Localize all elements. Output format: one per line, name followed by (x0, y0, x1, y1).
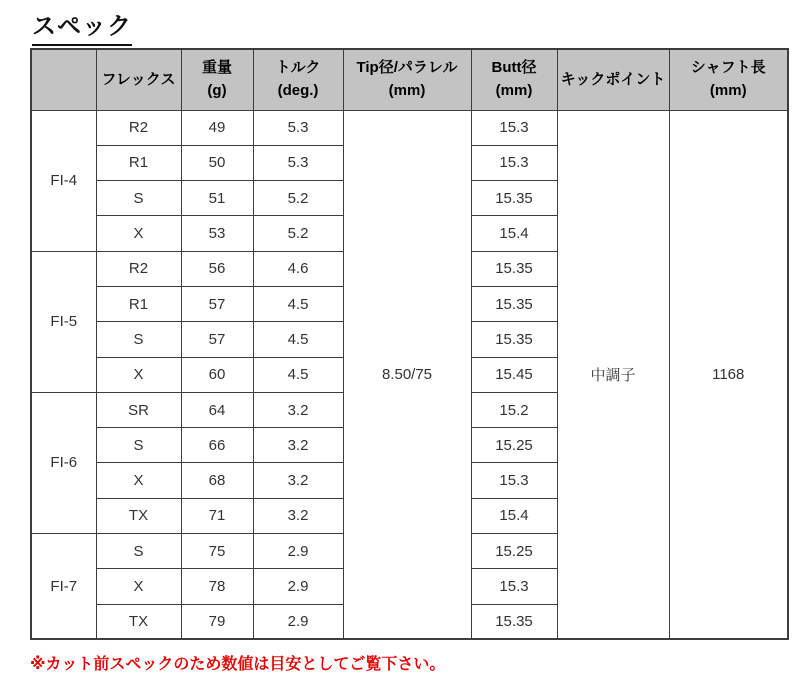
table-row (31, 110, 788, 145)
weight-cell: 60 (181, 357, 253, 392)
torque-cell: 3.2 (253, 463, 343, 498)
header-label: 重量 (201, 59, 232, 77)
torque-cell: 4.5 (253, 357, 343, 392)
torque-cell: 5.2 (253, 216, 343, 251)
butt-diameter-cell: 15.2 (471, 392, 557, 427)
butt-diameter-cell: 15.3 (471, 145, 557, 180)
flex-cell: R1 (96, 286, 181, 321)
header-cell-kick-point (557, 49, 669, 110)
shaft-length-cell: 1168 (669, 110, 788, 639)
torque-cell: 4.5 (253, 322, 343, 357)
torque-cell: 2.9 (253, 534, 343, 569)
weight-cell: 78 (181, 569, 253, 604)
torque-cell: 3.2 (253, 498, 343, 533)
header-cell-weight (181, 49, 253, 110)
weight-cell: 68 (181, 463, 253, 498)
header-cell-flex (96, 49, 181, 110)
torque-cell: 5.3 (253, 110, 343, 145)
header-unit: (g) (207, 81, 227, 99)
weight-cell: 79 (181, 604, 253, 639)
butt-diameter-cell: 15.4 (471, 216, 557, 251)
header-label: シャフト長 (690, 59, 766, 77)
torque-cell: 3.2 (253, 428, 343, 463)
weight-cell: 57 (181, 322, 253, 357)
flex-cell: TX (96, 498, 181, 533)
header-unit: (mm) (495, 81, 533, 99)
header-unit: (mm) (388, 81, 426, 99)
header-label: トルク (275, 59, 321, 77)
model-cell: FI-7 (31, 534, 96, 640)
torque-cell: 4.5 (253, 286, 343, 321)
flex-cell: TX (96, 604, 181, 639)
flex-cell: SR (96, 392, 181, 427)
header-unit: (deg.) (277, 81, 319, 99)
header-cell-butt-diameter (471, 49, 557, 110)
model-cell: FI-5 (31, 251, 96, 392)
butt-diameter-cell: 15.35 (471, 604, 557, 639)
header-label: キックポイント (560, 70, 666, 88)
weight-cell: 64 (181, 392, 253, 427)
butt-diameter-cell: 15.3 (471, 463, 557, 498)
weight-cell: 75 (181, 534, 253, 569)
kick-point-cell: 中調子 (557, 110, 669, 639)
flex-cell: X (96, 216, 181, 251)
flex-cell: S (96, 534, 181, 569)
flex-cell: R2 (96, 251, 181, 286)
header-cell-torque (253, 49, 343, 110)
torque-cell: 4.6 (253, 251, 343, 286)
butt-diameter-cell: 15.35 (471, 286, 557, 321)
torque-cell: 3.2 (253, 392, 343, 427)
flex-cell: X (96, 569, 181, 604)
butt-diameter-cell: 15.4 (471, 498, 557, 533)
flex-cell: S (96, 181, 181, 216)
tip-diameter-cell: 8.50/75 (343, 110, 471, 639)
weight-cell: 56 (181, 251, 253, 286)
header-cell-shaft-length (669, 49, 788, 110)
flex-cell: X (96, 463, 181, 498)
spec-table (30, 48, 789, 640)
model-cell: FI-4 (31, 110, 96, 251)
header-row (31, 49, 788, 110)
flex-cell: S (96, 428, 181, 463)
weight-cell: 51 (181, 181, 253, 216)
weight-cell: 66 (181, 428, 253, 463)
torque-cell: 5.3 (253, 145, 343, 180)
weight-cell: 53 (181, 216, 253, 251)
butt-diameter-cell: 15.25 (471, 534, 557, 569)
torque-cell: 5.2 (253, 181, 343, 216)
butt-diameter-cell: 15.35 (471, 181, 557, 216)
butt-diameter-cell: 15.35 (471, 322, 557, 357)
header-label: フレックス (101, 70, 176, 88)
butt-diameter-cell: 15.3 (471, 569, 557, 604)
page-title: スペック (32, 6, 132, 46)
flex-cell: X (96, 357, 181, 392)
header-cell-tip-diameter (343, 49, 471, 110)
weight-cell: 71 (181, 498, 253, 533)
torque-cell: 2.9 (253, 604, 343, 639)
footnote: ※カット前スペックのため数値は目安としてご覧下さい。 (30, 656, 446, 673)
weight-cell: 50 (181, 145, 253, 180)
weight-cell: 57 (181, 286, 253, 321)
model-cell: FI-6 (31, 392, 96, 533)
torque-cell: 2.9 (253, 569, 343, 604)
butt-diameter-cell: 15.35 (471, 251, 557, 286)
header-cell-model (31, 49, 96, 110)
flex-cell: R1 (96, 145, 181, 180)
header-label: Tip径/パラレル (356, 59, 458, 77)
flex-cell: S (96, 322, 181, 357)
weight-cell: 49 (181, 110, 253, 145)
flex-cell: R2 (96, 110, 181, 145)
header-unit: (mm) (709, 81, 747, 99)
butt-diameter-cell: 15.45 (471, 357, 557, 392)
butt-diameter-cell: 15.3 (471, 110, 557, 145)
butt-diameter-cell: 15.25 (471, 428, 557, 463)
header-label: Butt径 (491, 59, 537, 77)
